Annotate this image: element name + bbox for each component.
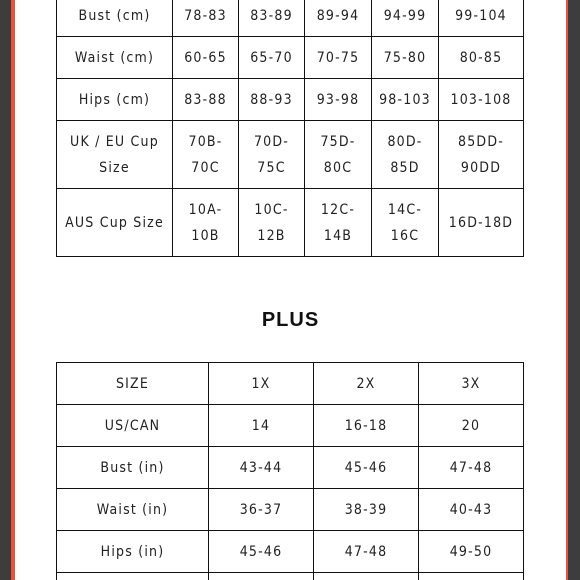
table-cell: 88-93: [239, 79, 305, 121]
table-cell: 43-44: [209, 447, 314, 489]
table-row: [57, 37, 524, 79]
table-cell: 70D-75C: [239, 121, 305, 189]
table-cell: 70B-70C: [173, 121, 239, 189]
table-cell: 47-48: [419, 447, 524, 489]
table-cell: 36-37: [209, 489, 314, 531]
table-cell: 75-80: [372, 37, 439, 79]
table-cell: 83-89: [239, 0, 305, 37]
table-cell: 16D-18D: [439, 189, 524, 257]
table-cell: 10A-10B: [173, 189, 239, 257]
table-cell: 89-94: [305, 0, 372, 37]
plus-section-title: PLUS: [261, 309, 320, 331]
table-row: [57, 121, 524, 189]
column-header: 2X: [314, 363, 419, 405]
row-label-us-can: US/CAN: [57, 405, 209, 447]
row-label-hips-in: Hips (in): [57, 531, 209, 573]
table-row: [57, 79, 524, 121]
row-label-bust-cm: Bust (cm): [57, 0, 173, 37]
table-cell: [57, 573, 209, 580]
table-cell: 16-18: [314, 405, 419, 447]
table-cell: 38-39: [314, 489, 419, 531]
row-label-bust-in: Bust (in): [57, 447, 209, 489]
table-cell: 103-108: [439, 79, 524, 121]
column-header: 1X: [209, 363, 314, 405]
table-cell: 45-46: [314, 447, 419, 489]
row-label-waist-in: Waist (in): [57, 489, 209, 531]
table-cell: 75D-80C: [305, 121, 372, 189]
table-row: [57, 0, 524, 37]
table-cell: 78-83: [173, 0, 239, 37]
table-cell: 14C-16C: [372, 189, 439, 257]
table-cell: 80D-85D: [372, 121, 439, 189]
table-row: [57, 489, 524, 531]
table-cell: 12C-14B: [305, 189, 372, 257]
table-cell: 85DD-90DD: [439, 121, 524, 189]
table-cell: 10C-12B: [239, 189, 305, 257]
table-row: [57, 189, 524, 257]
table-row: [57, 531, 524, 573]
table-cell: 60-65: [173, 37, 239, 79]
row-label-waist-cm: Waist (cm): [57, 37, 173, 79]
table-cell: 70-75: [305, 37, 372, 79]
table-cell: 98-103: [372, 79, 439, 121]
table-cell: 14: [209, 405, 314, 447]
table-cell: 47-48: [314, 531, 419, 573]
table-cell: [209, 573, 314, 580]
table-cell: [419, 573, 524, 580]
table-row: [57, 573, 524, 580]
size-chart-page: [15, 0, 566, 580]
table-header-row: [57, 363, 524, 405]
table-cell: [314, 573, 419, 580]
column-header-size: SIZE: [57, 363, 209, 405]
table-row: [57, 447, 524, 489]
table-cell: 20: [419, 405, 524, 447]
table-cell: 99-104: [439, 0, 524, 37]
table-cell: 94-99: [372, 0, 439, 37]
table-cell: 93-98: [305, 79, 372, 121]
table-cell: 45-46: [209, 531, 314, 573]
size-table-standard: [56, 0, 524, 257]
table-cell: 83-88: [173, 79, 239, 121]
table-cell: 40-43: [419, 489, 524, 531]
table-row: [57, 405, 524, 447]
column-header: 3X: [419, 363, 524, 405]
table-cell: 65-70: [239, 37, 305, 79]
row-label-uk-eu-cup: UK / EU Cup Size: [57, 121, 173, 189]
row-label-hips-cm: Hips (cm): [57, 79, 173, 121]
row-label-aus-cup: AUS Cup Size: [57, 189, 173, 257]
size-table-plus: [56, 362, 524, 580]
table-cell: 49-50: [419, 531, 524, 573]
table-cell: 80-85: [439, 37, 524, 79]
